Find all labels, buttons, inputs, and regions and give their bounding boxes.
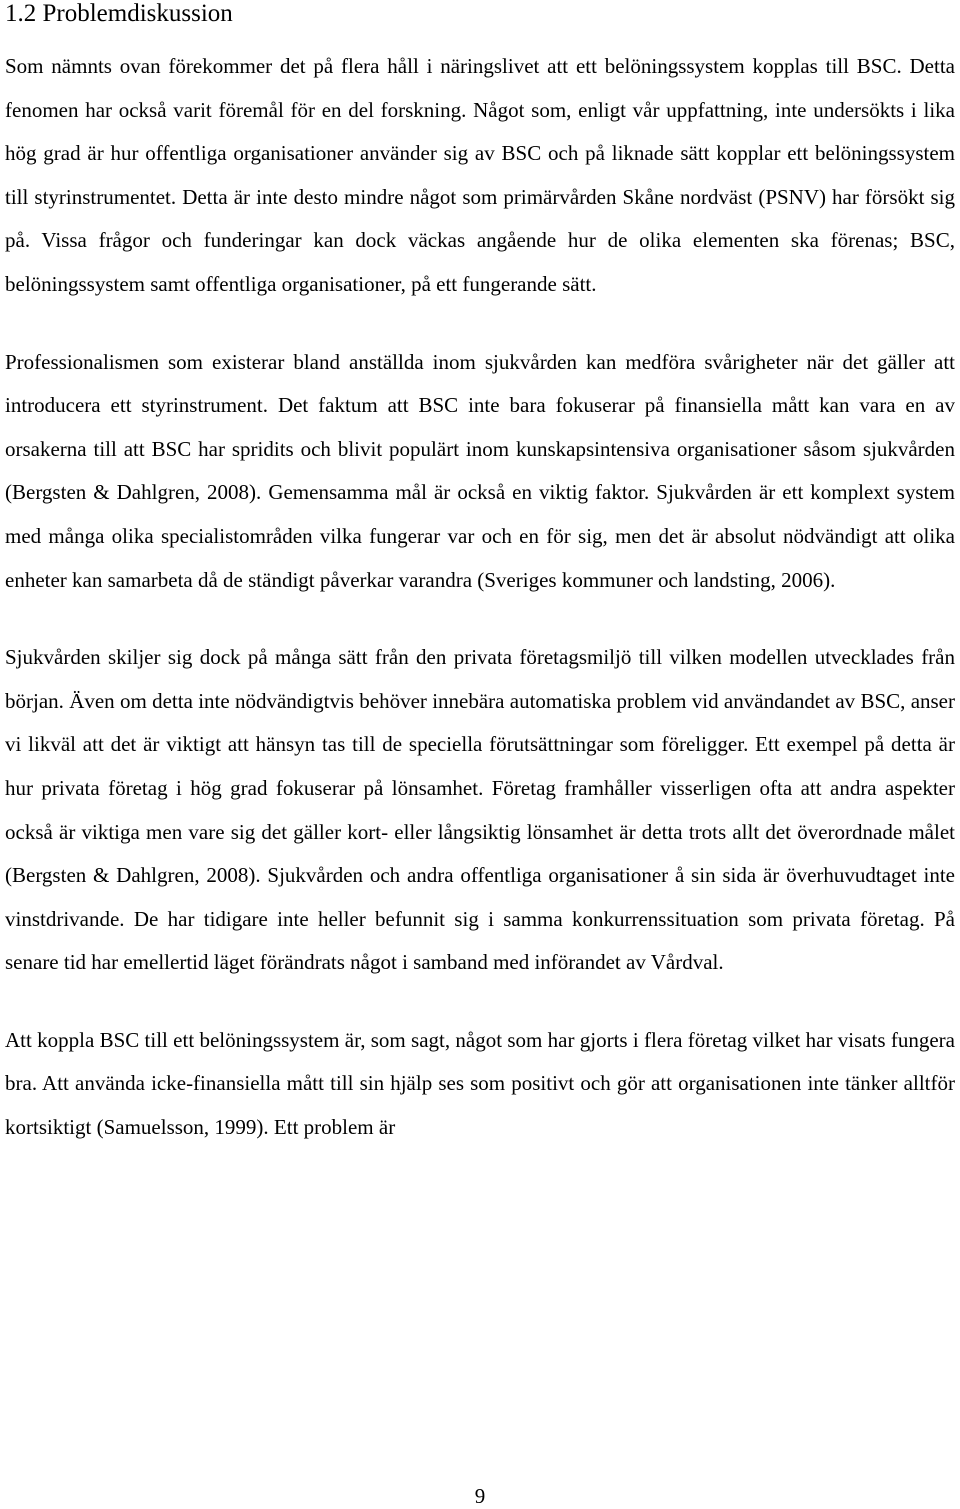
paragraph-2: Professionalismen som existerar bland anställda inom sjukvården kan medföra svårigheter när det gäller att introducera ett styrinstrument. Det faktum att BSC inte bara fokuserar på finansiella mått kan vara en av orsakerna till att BSC har spridits och blivit populärt inom kunskapsintensiva organisationer såsom sjukvården (Bergsten & Dahlgren, 2008). Gemensamma mål är också en viktig faktor. Sjukvården är ett komplext system med många olika specialistområden vilka fungerar var och en för sig, men det är absolut nödvändigt att olika enheter kan samarbeta då de ständigt påverkar varandra (Sveriges kommuner och landsting, 2006). [5, 349, 955, 592]
paragraph-1: Som nämnts ovan förekommer det på flera håll i näringslivet att ett belöningssystem kopplas till BSC. Detta fenomen har också varit föremål för en del forskning. Något som, enligt vår uppfattning, inte undersökts i lika hög grad är hur offentliga organisationer använder sig av BSC och på liknade sätt kopplar ett belöningssystem till styrinstrumentet. Detta är inte desto mindre något som primärvården Skåne nordväst (PSNV) har försökt sig på. Vissa frågor och funderingar kan dock väckas angående hur de olika elementen ska förenas; BSC, belöningssystem samt offentliga organisationer, på ett fungerande sätt. [5, 54, 955, 296]
paragraph-3: Sjukvården skiljer sig dock på många sätt från den privata företagsmiljö till vilken modellen utvecklades från början. Även om detta inte nödvändigtvis behöver innebära automatiska problem vid användandet av BSC, anser vi likväl att det är viktigt att hänsyn tas till de speciella förutsättningar som föreligger. Ett exempel på detta är hur privata företag i hög grad fokuserar på lönsamhet. Företag framhåller visserligen ofta att andra aspekter också är viktiga men vare sig det gäller kort- eller långsiktig lönsamhet är detta trots allt det överordnade målet (Bergsten & Dahlgren, 2008). Sjukvården och andra offentliga organisationer å sin sida är överhuvudtaget inte vinstdrivande. De har tidigare inte heller befunnit sig i samma konkurrenssituation som privata företag. På senare tid har emellertid läget förändrats något i samband med införandet av Vårdval. [5, 645, 955, 975]
document-page [5, 0, 955, 1150]
section-heading: 1.2 Problemdiskussion [5, 0, 233, 27]
page-number: 9 [474, 1484, 486, 1508]
paragraph-4: Att koppla BSC till ett belöningssystem är, som sagt, något som har gjorts i flera företag vilket har visats fungera bra. Att använda icke-finansiella mått till sin hjälp ses som positivt och gör att organisationen inte tänker alltför kortsiktigt (Samuelsson, 1999). Ett problem är [5, 1027, 955, 1140]
